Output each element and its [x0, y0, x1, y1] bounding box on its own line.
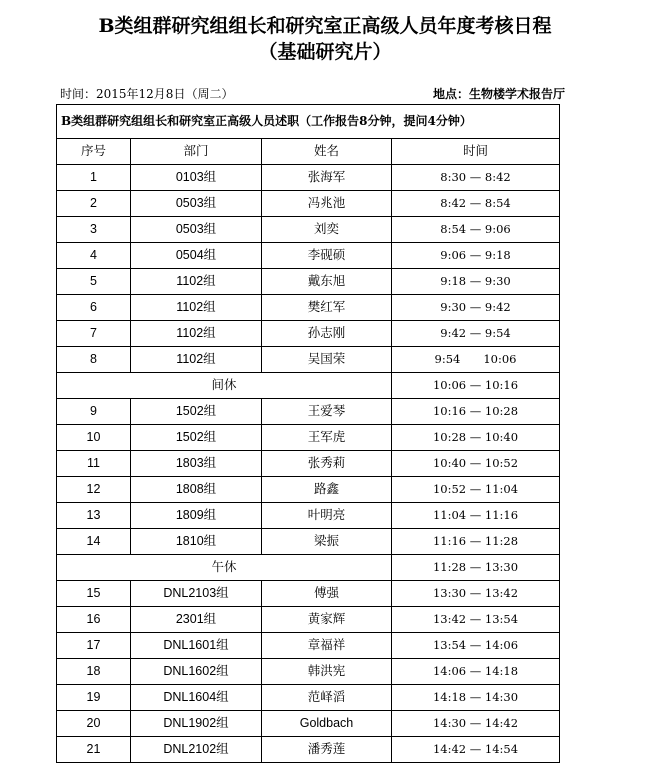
document-title: B类组群研究组组长和研究室正高级人员年度考核日程 [98, 15, 552, 37]
cell-no: 2 [57, 191, 131, 217]
cell-time: 9:30 — 9:42 [392, 295, 560, 321]
break-row [57, 555, 560, 581]
cell-dept: 1102组 [131, 269, 262, 295]
table-row [57, 399, 560, 425]
header-dept: 部门 [131, 139, 262, 165]
schedule-table [56, 104, 560, 763]
table-row [57, 607, 560, 633]
cell-name: 张秀莉 [262, 451, 392, 477]
cell-dept: 1502组 [131, 425, 262, 451]
cell-time: 14:42 — 14:54 [392, 737, 560, 763]
table-row [57, 165, 560, 191]
cell-name: 梁振 [262, 529, 392, 555]
cell-name: 刘奕 [262, 217, 392, 243]
break-label: 间休 [57, 373, 392, 399]
cell-name: 范峄滔 [262, 685, 392, 711]
cell-no: 10 [57, 425, 131, 451]
table-row [57, 477, 560, 503]
cell-no: 3 [57, 217, 131, 243]
cell-time: 14:18 — 14:30 [392, 685, 560, 711]
cell-time: 13:54 — 14:06 [392, 633, 560, 659]
cell-no: 12 [57, 477, 131, 503]
cell-dept: 1102组 [131, 321, 262, 347]
cell-name: 孙志刚 [262, 321, 392, 347]
cell-time: 10:52 — 11:04 [392, 477, 560, 503]
table-row [57, 581, 560, 607]
cell-dept: DNL1601组 [131, 633, 262, 659]
cell-no: 13 [57, 503, 131, 529]
cell-dept: DNL1602组 [131, 659, 262, 685]
table-row [57, 633, 560, 659]
cell-no: 14 [57, 529, 131, 555]
cell-no: 17 [57, 633, 131, 659]
cell-no: 11 [57, 451, 131, 477]
table-row [57, 529, 560, 555]
cell-no: 20 [57, 711, 131, 737]
cell-dept: 0503组 [131, 217, 262, 243]
cell-dept: 1803组 [131, 451, 262, 477]
cell-name: 叶明亮 [262, 503, 392, 529]
cell-name: Goldbach [262, 711, 392, 737]
document-subtitle: （基础研究片） [258, 41, 392, 63]
table-row [57, 347, 560, 373]
cell-no: 7 [57, 321, 131, 347]
cell-no: 1 [57, 165, 131, 191]
cell-no: 6 [57, 295, 131, 321]
table-caption-row [57, 105, 560, 139]
cell-dept: 1102组 [131, 347, 262, 373]
schedule-time-info: 时间：2015年12月8日（周二） [60, 87, 234, 101]
break-time: 10:06 — 10:16 [392, 373, 560, 399]
cell-name: 张海军 [262, 165, 392, 191]
schedule-place-info: 地点：生物楼学术报告厅 [432, 87, 565, 101]
cell-time: 11:16 — 11:28 [392, 529, 560, 555]
table-row [57, 321, 560, 347]
cell-dept: 1502组 [131, 399, 262, 425]
break-label: 午休 [57, 555, 392, 581]
table-row [57, 685, 560, 711]
cell-name: 路鑫 [262, 477, 392, 503]
cell-name: 樊红军 [262, 295, 392, 321]
header-time: 时间 [392, 139, 560, 165]
table-row [57, 451, 560, 477]
cell-dept: 1102组 [131, 295, 262, 321]
cell-time: 9:42 — 9:54 [392, 321, 560, 347]
header-no: 序号 [57, 139, 131, 165]
break-row [57, 373, 560, 399]
cell-name: 王爱琴 [262, 399, 392, 425]
cell-dept: DNL1604组 [131, 685, 262, 711]
cell-time: 8:42 — 8:54 [392, 191, 560, 217]
table-row [57, 425, 560, 451]
cell-no: 18 [57, 659, 131, 685]
table-row [57, 217, 560, 243]
cell-dept: 1810组 [131, 529, 262, 555]
cell-name: 章福祥 [262, 633, 392, 659]
cell-time: 9:06 — 9:18 [392, 243, 560, 269]
table-row [57, 243, 560, 269]
cell-time: 10:40 — 10:52 [392, 451, 560, 477]
cell-dept: 0503组 [131, 191, 262, 217]
cell-name: 傅强 [262, 581, 392, 607]
table-caption: B类组群研究组组长和研究室正高级人员述职（工作报告8分钟，提问4分钟） [57, 105, 560, 139]
cell-time: 13:30 — 13:42 [392, 581, 560, 607]
cell-dept: 1809组 [131, 503, 262, 529]
cell-no: 4 [57, 243, 131, 269]
cell-name: 潘秀莲 [262, 737, 392, 763]
header-name: 姓名 [262, 139, 392, 165]
table-row [57, 503, 560, 529]
cell-no: 16 [57, 607, 131, 633]
cell-name: 冯兆池 [262, 191, 392, 217]
cell-no: 19 [57, 685, 131, 711]
cell-dept: 2301组 [131, 607, 262, 633]
table-row [57, 269, 560, 295]
cell-time: 14:06 — 14:18 [392, 659, 560, 685]
cell-time: 8:30 — 8:42 [392, 165, 560, 191]
table-row [57, 659, 560, 685]
cell-time: 9:18 — 9:30 [392, 269, 560, 295]
table-row [57, 191, 560, 217]
cell-time: 10:28 — 10:40 [392, 425, 560, 451]
cell-name: 戴东旭 [262, 269, 392, 295]
cell-time: 8:54 — 9:06 [392, 217, 560, 243]
cell-time: 11:04 — 11:16 [392, 503, 560, 529]
cell-name: 王军虎 [262, 425, 392, 451]
cell-time: 13:42 — 13:54 [392, 607, 560, 633]
cell-no: 5 [57, 269, 131, 295]
table-row [57, 737, 560, 763]
cell-name: 吴国荣 [262, 347, 392, 373]
cell-name: 黄家辉 [262, 607, 392, 633]
cell-no: 15 [57, 581, 131, 607]
table-header-row [57, 139, 560, 165]
table-row [57, 711, 560, 737]
cell-no: 21 [57, 737, 131, 763]
cell-time: 10:16 — 10:28 [392, 399, 560, 425]
break-time: 11:28 — 13:30 [392, 555, 560, 581]
cell-dept: DNL2103组 [131, 581, 262, 607]
cell-time: 9:54 10:06 [392, 347, 560, 373]
table-row [57, 295, 560, 321]
cell-name: 韩洪宪 [262, 659, 392, 685]
cell-dept: DNL2102组 [131, 737, 262, 763]
cell-no: 9 [57, 399, 131, 425]
cell-dept: 0103组 [131, 165, 262, 191]
cell-time: 14:30 — 14:42 [392, 711, 560, 737]
cell-name: 李砚硕 [262, 243, 392, 269]
cell-dept: 1808组 [131, 477, 262, 503]
cell-no: 8 [57, 347, 131, 373]
cell-dept: 0504组 [131, 243, 262, 269]
cell-dept: DNL1902组 [131, 711, 262, 737]
